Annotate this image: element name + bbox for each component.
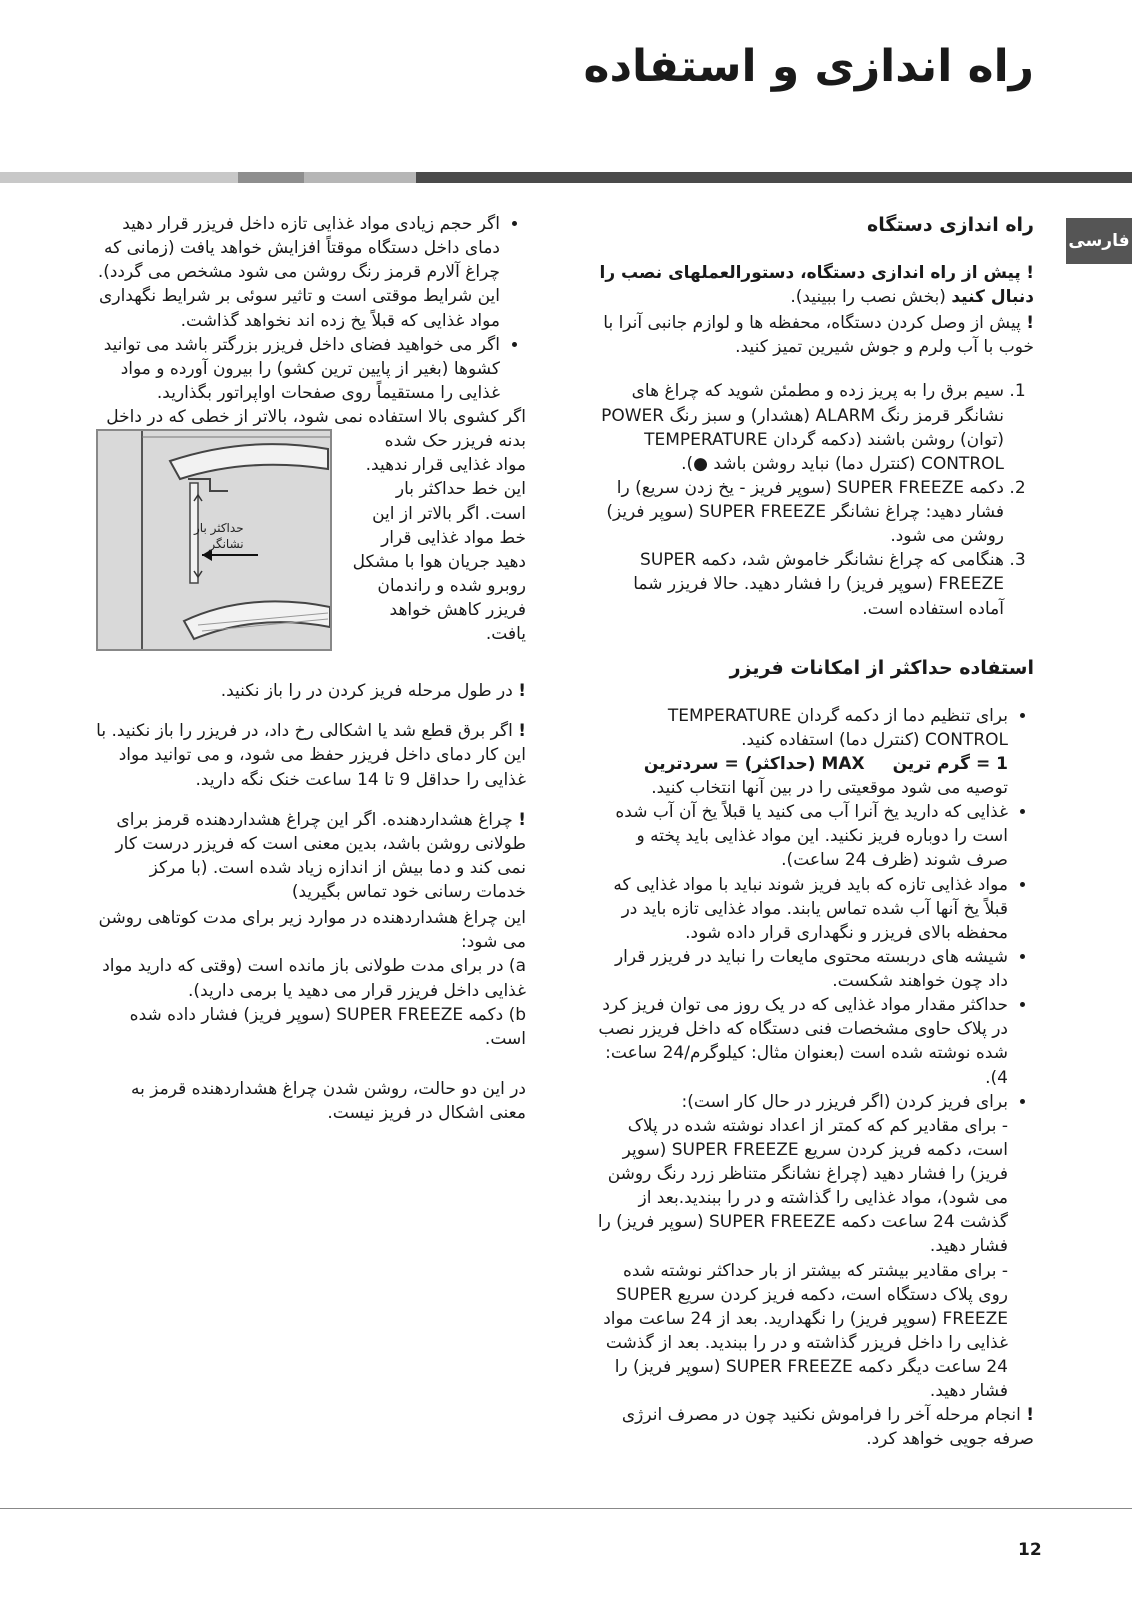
right-column xyxy=(594,212,1034,1454)
warning-text: در طول مرحله فریز کردن در را باز نکنید. xyxy=(220,681,513,702)
shelf-intro-text: اگر کشوی بالا استفاده نمی شود، بالاتر از خطی که در داخل xyxy=(106,407,526,427)
alarm-case-b: b) دکمه SUPER FREEZE (سوپر فریز) فشار داده شده است. xyxy=(129,1004,526,1049)
scale-max: MAX (حداکثر) = سردترین xyxy=(643,753,865,774)
step-item: 2. دکمه SUPER FREEZE (سوپر فریز - یخ زدن سریع) را فشار دهید: چراغ نشانگر SUPER FREEZE (سوپر فریز) روشن می شود. xyxy=(594,476,1004,548)
list-item: • مواد غذایی تازه که باید فریز شوند نباید با مواد غذایی که قبلاً یخ آنها آب شده تماس یابند. مواد غذایی تازه باید در محفظه بالای فریزر و نگهداری قرار داده شود. xyxy=(594,873,1008,945)
warning-icon: ! xyxy=(1026,313,1034,334)
setup-steps xyxy=(594,379,1034,620)
divider-segment xyxy=(238,172,304,183)
freezer-tips-list xyxy=(96,212,526,405)
warning-door xyxy=(96,679,526,703)
alarm-closing-text: در این دو حالت، روشن شدن چراغ هشداردهنده قرمز به معنی اشکال در فریز نیست. xyxy=(131,1078,526,1123)
warning-energy xyxy=(594,1403,1034,1451)
figure-caption-text: بدنه فریزر حک شده مواد غذایی قرار ندهید. این خط حداکثر بار است. اگر بالاتر از این خط مواد غذایی قرار دهید جریان هوا با مشکل روبرو شده و راندمان فریزر کاهش خواهد یافت. xyxy=(352,431,526,645)
warning-icon: ! xyxy=(518,809,526,830)
bullet-text: برای فریز کردن (اگر فریزر در حال کار است): xyxy=(681,1091,1008,1112)
max-load-label: حداکثر بار نشانگر xyxy=(194,521,244,551)
language-tab: فارسی xyxy=(1066,218,1132,264)
warning-text: (بخش نصب را ببینید). xyxy=(790,287,952,308)
warning-bold-text: پیش از راه اندازی دستگاه، دستورالعملهای نصب را دنبال کنید xyxy=(599,262,1034,308)
scale-min: 1 = گرم ترین xyxy=(892,753,1008,774)
warning-text: چراغ هشداردهنده. اگر این چراغ هشداردهنده قرمز برای طولانی روشن باشد، بدین معنی است که فریزر درست کار نمی کند و دما بیش از اندازه زیاد شده است. (با مرکز خدمات رسانی خود تماس بگیرید) xyxy=(115,809,526,902)
left-column xyxy=(96,212,526,1125)
page-number: 12 xyxy=(1018,1540,1042,1560)
figure-block xyxy=(96,429,526,651)
alarm-case-a: a) در برای مدت طولانی باز مانده است (وقتی که دارید مواد غذایی داخل فریزر قرار می دهید یا برمی دارید). xyxy=(102,956,526,1001)
step-item: 1. سیم برق را به پریز زده و مطمئن شوید که چراغ های نشانگر قرمز رنگ ALARM (هشدار) و سبز رنگ POWER (توان) روشن باشند (دکمه گردان TEMPERATURE CONTROL (کنترل دما) نباید روشن باشد ●). xyxy=(594,379,1004,476)
list-item: • غذایی که دارید یخ آنرا آب می کنید یا قبلاً یخ آن آب شده است را دوباره فریز نکنید. این مواد غذایی باید پخته و صرف شوند (ظرف 24 ساعت). xyxy=(594,800,1008,872)
warning-power-outage xyxy=(96,719,526,791)
divider-segment xyxy=(304,172,416,183)
list-item: • اگر می خواهید فضای داخل فریزر بزرگتر باشد می توانید کشوها (بغیر از پایین ترین کشو) را بیرون آورده و مواد غذایی را مستقیماً روی صفحات اواپراتور بگذارید. xyxy=(96,333,500,405)
warning-text: اگر برق قطع شد یا اشکالی رخ داد، در فریزر را باز نکنید. با این کار دمای داخل فریزر حفظ می شود، و می توانید مواد غذایی را حداقل 9 تا 14 ساعت خنک نگه دارید. xyxy=(96,721,526,790)
usage-list xyxy=(594,704,1034,1404)
scale-note: توصیه می شود موقعیتی را در بین آنها انتخاب کنید. xyxy=(651,778,1008,799)
alarm-cases-intro: این چراغ هشداردهنده در موارد زیر برای مدت کوتاهی روشن می شود: xyxy=(98,908,526,953)
warning-icon: ! xyxy=(518,681,526,702)
divider-segment xyxy=(0,172,238,183)
warning-icon: ! xyxy=(1026,262,1034,283)
bullet-text: برای تنظیم دما از دکمه گردان TEMPERATURE CONTROL (کنترل دما) استفاده کنید. xyxy=(667,705,1008,750)
title-divider-bar xyxy=(0,172,1132,183)
warning-text: پیش از وصل کردن دستگاه، محفظه ها و لوازم جانبی آنرا با خوب با آب ولرم و جوش شیرین تمیز کنید. xyxy=(603,313,1034,358)
temperature-scale xyxy=(594,752,1008,776)
freeze-large-amount: - برای مقادیر بیشتر که بیشتر از بار حداکثر نوشته شده روی پلاک دستگاه است، دکمه فریز کردن سریع SUPER FREEZE (سوپر فریز) را نگهدارید. بعد از 24 ساعت مواد غذایی را داخل فریزر گذاشته و در را ببندید. بعد از گذشت 24 ساعت دیگر دکمه SUPER FREEZE (سوپر فریز) را فشار دهید. xyxy=(603,1260,1008,1402)
warning-alarm-light xyxy=(96,808,526,905)
page-title: راه اندازی و استفاده xyxy=(583,41,1034,92)
list-item: • حداکثر مقدار مواد غذایی که در یک روز می توان فریز کرد در پلاک حاوی مشخصات فنی دستگاه که داخل فریزر نصب شده نوشته شده است (بعنوان مثال: کیلوگرم/24 ساعت: 4). xyxy=(594,993,1008,1090)
divider-segment xyxy=(416,172,1132,183)
warning-install xyxy=(594,261,1034,309)
freeze-small-amount: - برای مقادیر کم که کمتر از اعداد نوشته شده در پلاک است، دکمه فریز کردن سریع SUPER FREEZE (سوپر فریز) را فشار دهید (چراغ نشانگر متناظر زرد رنگ روشن می شود)، مواد غذایی را گذاشته و در را ببندید.بعد از گذشت 24 ساعت دکمه SUPER FREEZE (سوپر فریز) را فشار دهید. xyxy=(597,1115,1008,1257)
footer-divider xyxy=(0,1508,1132,1509)
list-item xyxy=(594,704,1008,801)
list-item: • شیشه های دربسته محتوی مایعات را نباید در فریزر قرار داد چون خواهند شکست. xyxy=(594,945,1008,993)
warning-text: انجام مرحله آخر را فراموش نکنید چون در مصرف انرژی صرفه جویی خواهد کرد. xyxy=(621,1405,1034,1450)
list-item xyxy=(594,1090,1008,1404)
freezer-shelf-illustration xyxy=(96,429,332,651)
section-heading-usage: استفاده حداکثر از امکانات فریزر xyxy=(729,656,1034,679)
warning-icon: ! xyxy=(1026,1405,1034,1426)
list-item: • اگر حجم زیادی مواد غذایی تازه داخل فریزر قرار دهید دمای داخل دستگاه موقتاً افزایش خواهد یافت (زمانی که چراغ آلارم قرمز رنگ روشن می شود مشخص می گردد). این شرایط موقتی است و تاثیر سوئی بر شرایط نگهداری مواد غذایی که قبلاً یخ زده اند نخواهد گذاشت. xyxy=(96,212,500,333)
step-item: 3. هنگامی که چراغ نشانگر خاموش شد، دکمه SUPER FREEZE (سوپر فریز) را فشار دهید. حالا فریزر شما آماده استفاده است. xyxy=(594,548,1004,620)
warning-icon: ! xyxy=(518,721,526,742)
warning-clean xyxy=(594,311,1034,359)
section-heading-setup: راه اندازی دستگاه xyxy=(867,214,1034,236)
